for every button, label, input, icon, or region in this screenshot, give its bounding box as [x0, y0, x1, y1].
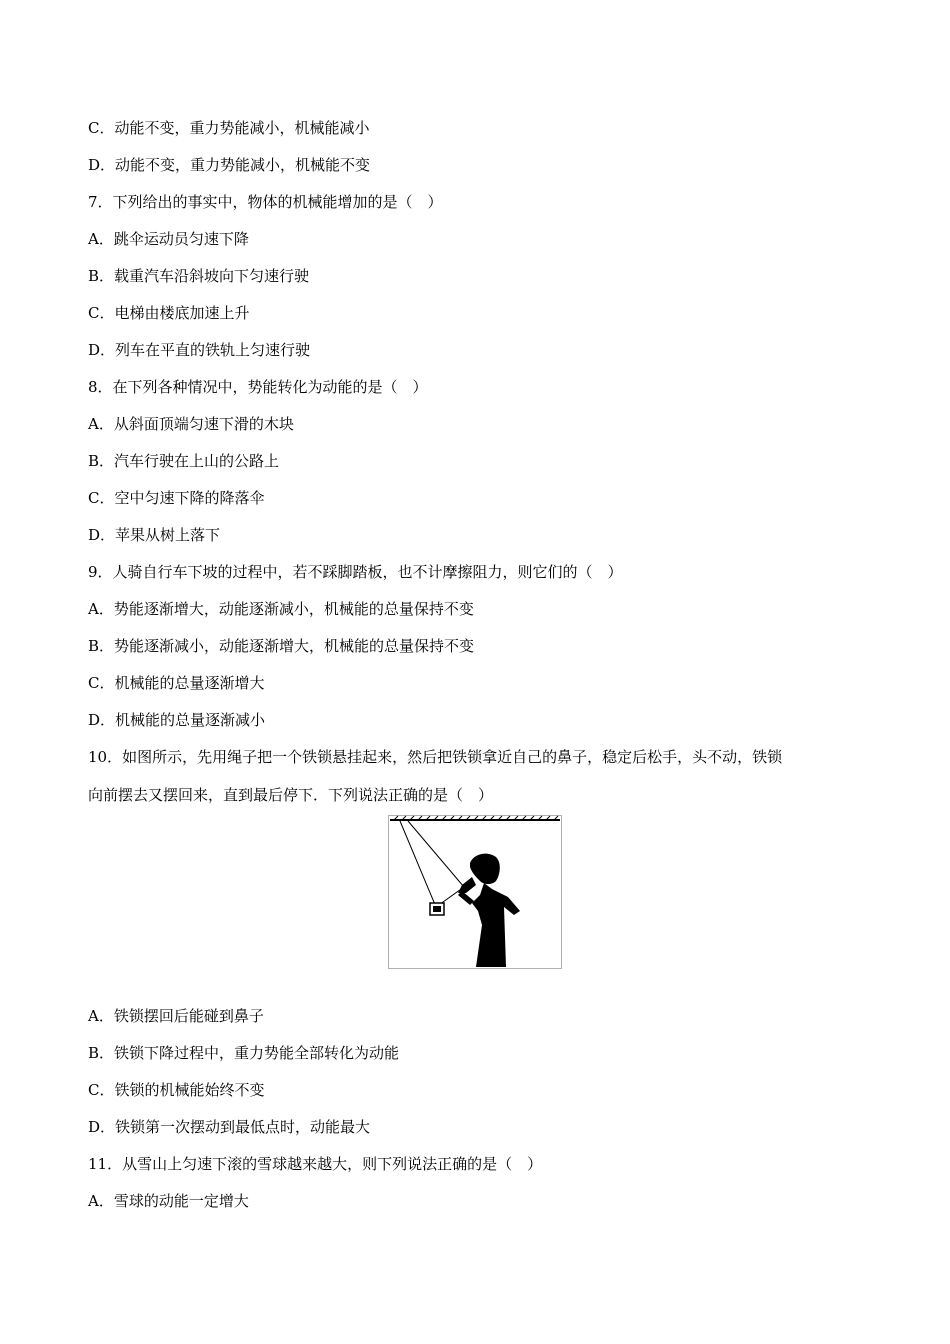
iron-lock [430, 903, 444, 915]
q10-option-d: D．铁锁第一次摆动到最低点时，动能最大 [88, 1118, 371, 1136]
q10-option-c: C．铁锁的机械能始终不变 [88, 1081, 265, 1099]
question-9: 9．人骑自行车下坡的过程中，若不踩脚踏板，也不计摩擦阻力，则它们的（ ） [88, 563, 623, 581]
q11-option-a: A．雪球的动能一定增大 [88, 1192, 249, 1210]
q6-option-c: C．动能不变，重力势能减小，机械能减小 [88, 119, 370, 137]
question-11: 11．从雪山上匀速下滚的雪球越来越大，则下列说法正确的是（ ） [88, 1155, 543, 1173]
question-8: 8．在下列各种情况中，势能转化为动能的是（ ） [88, 378, 428, 396]
q9-option-c: C．机械能的总量逐渐增大 [88, 674, 265, 692]
figure-frame [389, 816, 562, 969]
q8-option-a: A．从斜面顶端匀速下滑的木块 [88, 415, 294, 433]
question-10-line-2: 向前摆去又摆回来，直到最后停下．下列说法正确的是（ ） [88, 786, 494, 804]
q9-option-a: A．势能逐渐增大，动能逐渐减小，机械能的总量保持不变 [88, 600, 474, 618]
q7-option-b: B．载重汽车沿斜坡向下匀速行驶 [88, 267, 310, 285]
q8-option-c: C．空中匀速下降的降落伞 [88, 489, 265, 507]
question-10-line-1: 10．如图所示，先用绳子把一个铁锁悬挂起来，然后把铁锁拿近自己的鼻子，稳定后松手，头不动，铁锁 [88, 748, 783, 766]
q7-option-a: A．跳伞运动员匀速下降 [88, 230, 249, 248]
q10-option-b: B．铁锁下降过程中，重力势能全部转化为动能 [88, 1044, 400, 1062]
q7-option-d: D．列车在平直的铁轨上匀速行驶 [88, 341, 311, 359]
q8-option-b: B．汽车行驶在上山的公路上 [88, 452, 280, 470]
question-7: 7．下列给出的事实中，物体的机械能增加的是（ ） [88, 193, 443, 211]
q6-option-d: D．动能不变，重力势能减小，机械能不变 [88, 156, 371, 174]
q8-option-d: D．苹果从树上落下 [88, 526, 221, 544]
q7-option-c: C．电梯由楼底加速上升 [88, 304, 250, 322]
q9-option-b: B．势能逐渐减小，动能逐渐增大，机械能的总量保持不变 [88, 637, 475, 655]
pendulum-figure [388, 815, 562, 969]
q10-option-a: A．铁锁摆回后能碰到鼻子 [88, 1007, 264, 1025]
q9-option-d: D．机械能的总量逐渐减小 [88, 711, 266, 729]
